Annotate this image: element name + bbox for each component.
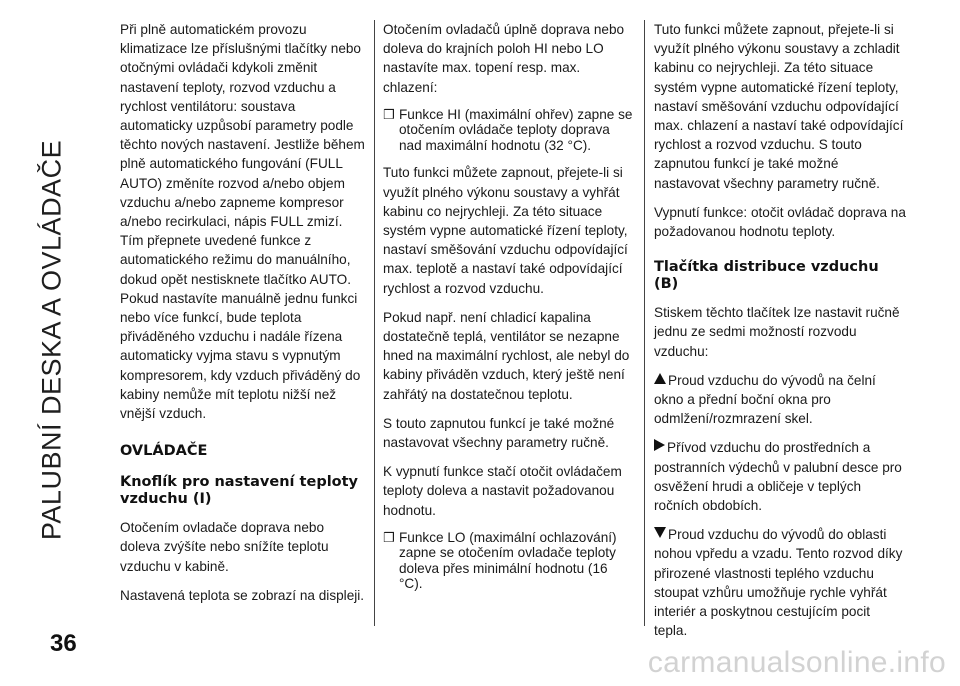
bullet-lo-text: Funkce LO (maximální ochlazování) zapne se otočením ovladače teploty doleva přes minimální hodnotu (16 °C).: [399, 529, 617, 592]
paragraph-auto-mode: Při plně automatickém provozu klimatizace lze příslušnými tlačítky nebo otočnými ovládači kdykoli změnit nastavení teploty, rozvod vzduchu a rychlost ventilátoru: soustava automaticky uzpůsobí parametry podle těchto nových nastavení. Jestliže během plně automatického fungování (FULL AUTO) změníte rozvod a/nebo objem vzduchu a/nebo zapneme kompresor a/nebo recirkulaci, nápis FULL zmizí. Tím přepnete uvedené funkce z automatického režimu do manuálního, dokud opět nestisknete tlačítko AUTO. Pokud nastavíte manuálně jednu funkci nebo více funkcí, bude teplota přiváděného vzduchu i nadále řízena automaticky vyjma stavu s vypnutým kompresorem, kdy vzduch přiváděný do kabiny nemůže mít teplotu nižší než vnější vzduch.: [120, 22, 365, 422]
page-number: 36: [50, 630, 77, 657]
heading-controls: OVLÁDAČE: [120, 443, 208, 460]
bullet-hi-function: [383, 107, 633, 154]
arrow-up-icon: [654, 373, 666, 384]
text-column-2: [383, 20, 633, 602]
paragraph-distribution-intro: Stiskem těchto tlačítek lze nastavit ručně jednu ze sedmi možností rozvodu vzduchu:: [654, 305, 900, 359]
checkbox-bullet-icon: ❒: [383, 106, 395, 122]
column-divider-2: [644, 20, 645, 626]
paragraph-knob-rotation: Otočením ovladače doprava nebo doleva zvýšíte nebo snížíte teplotu vzduchu v kabině.: [120, 520, 329, 574]
distribution-item-feet: Proud vzduchu do vývodů do oblasti nohou vpředu a vzadu. Tento rozvod díky přirozené vlastnosti teplého vzduchu stoupat vzhůru umožňuje rychle vyhřát interiér a poskytnou cestujícím pocit tepla.: [654, 527, 903, 639]
text-column-3: [654, 20, 906, 650]
paragraph-display: Nastavená teplota se zobrazí na displeji.: [120, 587, 365, 603]
paragraph-coolant: Pokud např. není chladicí kapalina dostatečně teplá, ventilátor se nezapne hned na maximální rychlost, ale nebyl do kabiny přiváděn vzduch, který ještě není zahřátý na dostatečnou teplotu.: [383, 309, 630, 402]
distribution-item-vents: Přívod vzduchu do prostředních a postranních výdechů v palubní desce pro osvěžení hrudi a obličeje v teplých ročních obdobích.: [654, 440, 902, 514]
paragraph-hi-lo: Otočením ovladačů úplně doprava nebo doleva do krajních poloh HI nebo LO nastavíte max. topení resp. max. chlazení:: [383, 22, 625, 95]
arrow-right-icon: [654, 439, 665, 451]
paragraph-hi-usage: Tuto funkci můžete zapnout, přejete-li si využít plného výkonu soustavy a vyhřát kabinu co nejrychleji. Za této situace systém vypne automatické řízení teploty, nastaví směšování vzduchu odpovídající max. teplotě a nastaví také odpovídající rychlost a rozvod vzduchu.: [383, 165, 628, 296]
paragraph-manual: S touto zapnutou funkcí je také možné nastavovat všechny parametry ručně.: [383, 415, 615, 450]
bullet-lo-function: [383, 530, 633, 592]
watermark: carmanualsonline.info: [647, 646, 946, 679]
text-column-1: [120, 20, 367, 615]
checkbox-bullet-icon: ❒: [383, 529, 395, 545]
arrow-down-icon: [654, 527, 666, 538]
column-divider-1: [374, 20, 375, 626]
heading-distribution-buttons: Tlačítka distribuce vzduchu (B): [654, 259, 879, 293]
paragraph-lo-off: Vypnutí funkce: otočit ovládač doprava na požadovanou hodnotu teploty.: [654, 204, 906, 240]
bullet-hi-text: Funkce HI (maximální ohřev) zapne se otočením ovládače teploty doprava nad maximální hodnotu (32 °C).: [399, 106, 633, 153]
paragraph-lo-usage: Tuto funkci můžete zapnout, přejete-li si využít plného výkonu soustavy a zchladit kabinu co nejrychleji. Za této situace systém vypne automatické řízení teploty, nastaví směšování vzduchu odpovídající max. chlazení a nastaví také odpovídající rychlost a rozvod vzduchu. S touto zapnutou funkcí je také možné nastavovat všechny parametry ručně.: [654, 22, 904, 191]
heading-temperature-knob: Knoflík pro nastavení teploty vzduchu (I): [120, 474, 359, 508]
paragraph-switch-off: K vypnutí funkce stačí otočit ovládačem teploty doleva a nastavit požadovanou hodnotu.: [383, 464, 622, 518]
section-title-vertical: PALUBNÍ DESKA A OVLÁDAČE: [36, 139, 67, 541]
distribution-item-windscreen: Proud vzduchu do vývodů na čelní okno a přední boční okna pro odmlžení/rozmrazení skel.: [654, 372, 876, 427]
